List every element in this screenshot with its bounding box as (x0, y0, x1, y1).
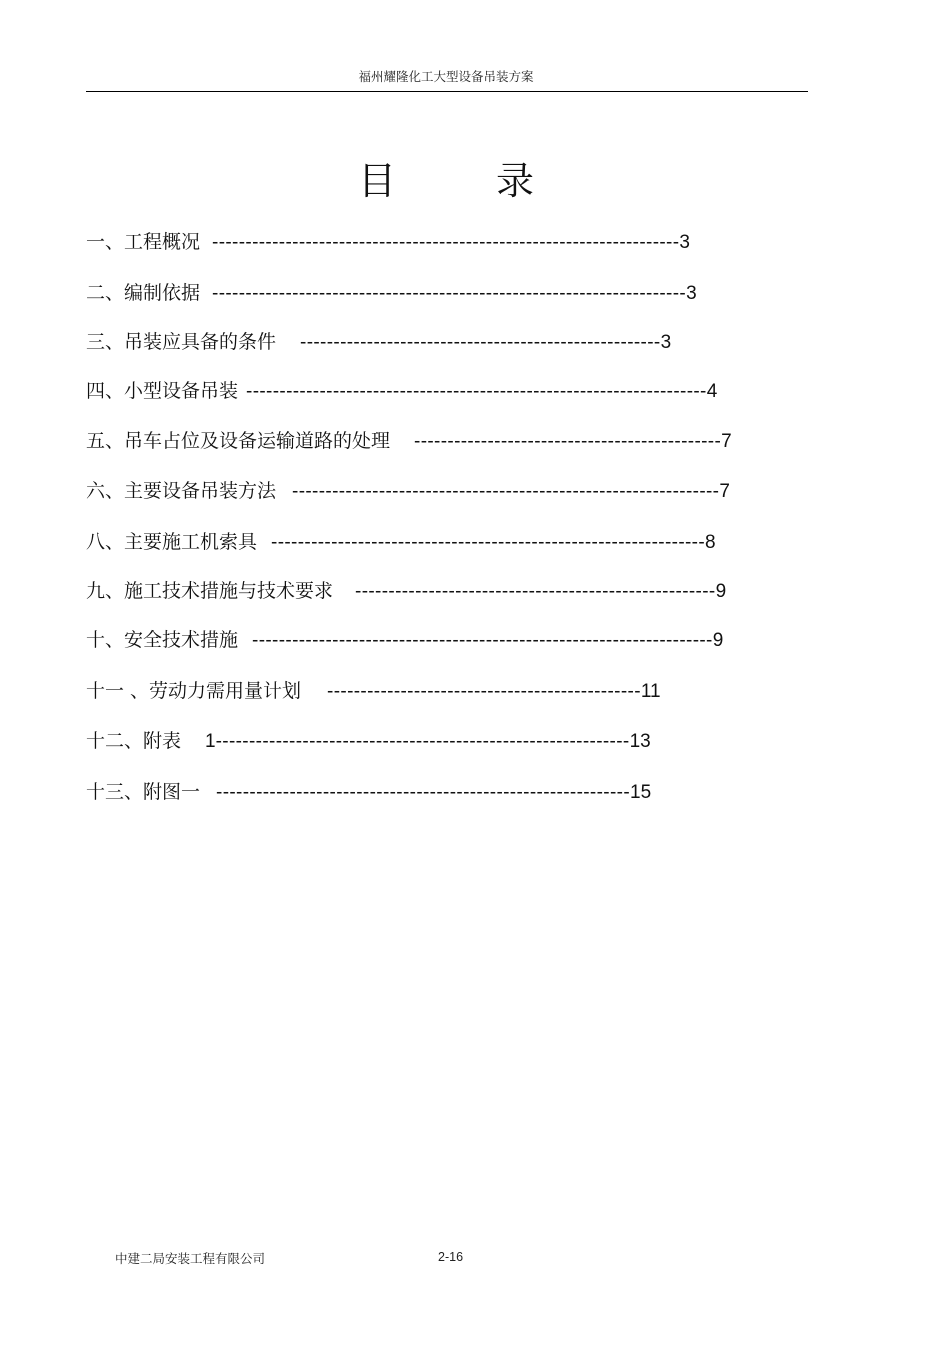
toc-entry[interactable] (86, 478, 730, 505)
toc-entry-label: 十二、附表 (86, 730, 182, 752)
toc-entry-leader: -------------------------------------------------------------- (216, 782, 630, 803)
toc-entry-page: 11 (640, 681, 661, 702)
toc-entry[interactable] (86, 329, 671, 356)
toc-entry-label: 五、吊车占位及设备运输道路的处理 (86, 430, 391, 452)
toc-entry-label: 八、主要施工机索具 (86, 531, 258, 553)
toc-entry-page: 13 (629, 731, 651, 752)
toc-entry-leader: ---------------------------------------------------------------- (292, 481, 720, 502)
header-rule (86, 91, 808, 92)
toc-entry-label: 十三、附图一 (86, 781, 201, 803)
toc-entry-label: 四、小型设备吊装 (86, 380, 239, 402)
toc-entry-page: 3 (686, 283, 697, 304)
toc-entry-page: 4 (706, 381, 718, 402)
toc-entry[interactable] (86, 428, 732, 455)
toc-entry[interactable] (86, 779, 651, 806)
toc-entry-leader: ----------------------------------------------------------------- (271, 532, 706, 553)
toc-entry-label: 十、安全技术措施 (86, 629, 239, 651)
toc-entry[interactable] (86, 728, 651, 755)
running-header-title: 福州耀隆化工大型设备吊装方案 (358, 69, 534, 84)
toc-entry-page: 8 (705, 532, 716, 553)
toc-entry-page: 7 (719, 481, 730, 502)
toc-entry[interactable] (86, 378, 717, 405)
toc-entry[interactable] (86, 678, 661, 705)
toc-entry-leader: ------------------------------------------------------ (355, 581, 716, 602)
toc-entry[interactable] (86, 229, 690, 256)
toc-entry-label: 一、工程概况 (86, 231, 201, 253)
toc-entry[interactable] (86, 529, 716, 556)
toc-entry-leader: ---------------------------------------------------------------------- (212, 232, 680, 253)
toc-entry-leader: --------------------------------------------------------------------- (252, 630, 713, 651)
toc-entry-page: 3 (679, 232, 690, 253)
toc-entry-page: 9 (715, 581, 727, 602)
footer-page-number: 2-16 (438, 1250, 464, 1264)
toc-heading: 目录 (357, 159, 634, 203)
toc-entry-label: 二、编制依据 (86, 282, 201, 304)
toc-entry[interactable] (86, 280, 697, 307)
toc-entry-page: 9 (712, 630, 724, 651)
toc-entry-page: 7 (721, 431, 732, 452)
toc-entry-label: 三、吊装应具备的条件 (86, 331, 277, 353)
toc-entry-leader: ---------------------------------------------- (414, 431, 722, 452)
toc-entry[interactable] (86, 578, 726, 605)
toc-entry-leader: ------------------------------------------------------ (300, 332, 661, 353)
toc-entry[interactable] (86, 627, 723, 654)
toc-entry-number: 1 (205, 731, 216, 752)
footer-company: 中建二局安装工程有限公司 (115, 1251, 266, 1266)
toc-entry-page: 3 (660, 332, 672, 353)
toc-entry-leader: ----------------------------------------------- (327, 681, 641, 702)
toc-entry-label: 十一 、劳动力需用量计划 (86, 680, 302, 702)
toc-entry-leader: -------------------------------------------------------------- (215, 731, 630, 752)
toc-entry-label: 九、施工技术措施与技术要求 (86, 580, 334, 602)
toc-entry-leader: ----------------------------------------------------------------------- (212, 283, 687, 304)
toc-entry-label: 六、主要设备吊装方法 (86, 480, 277, 502)
toc-entry-page: 15 (630, 782, 652, 803)
toc-entry-leader: --------------------------------------------------------------------- (246, 381, 707, 402)
